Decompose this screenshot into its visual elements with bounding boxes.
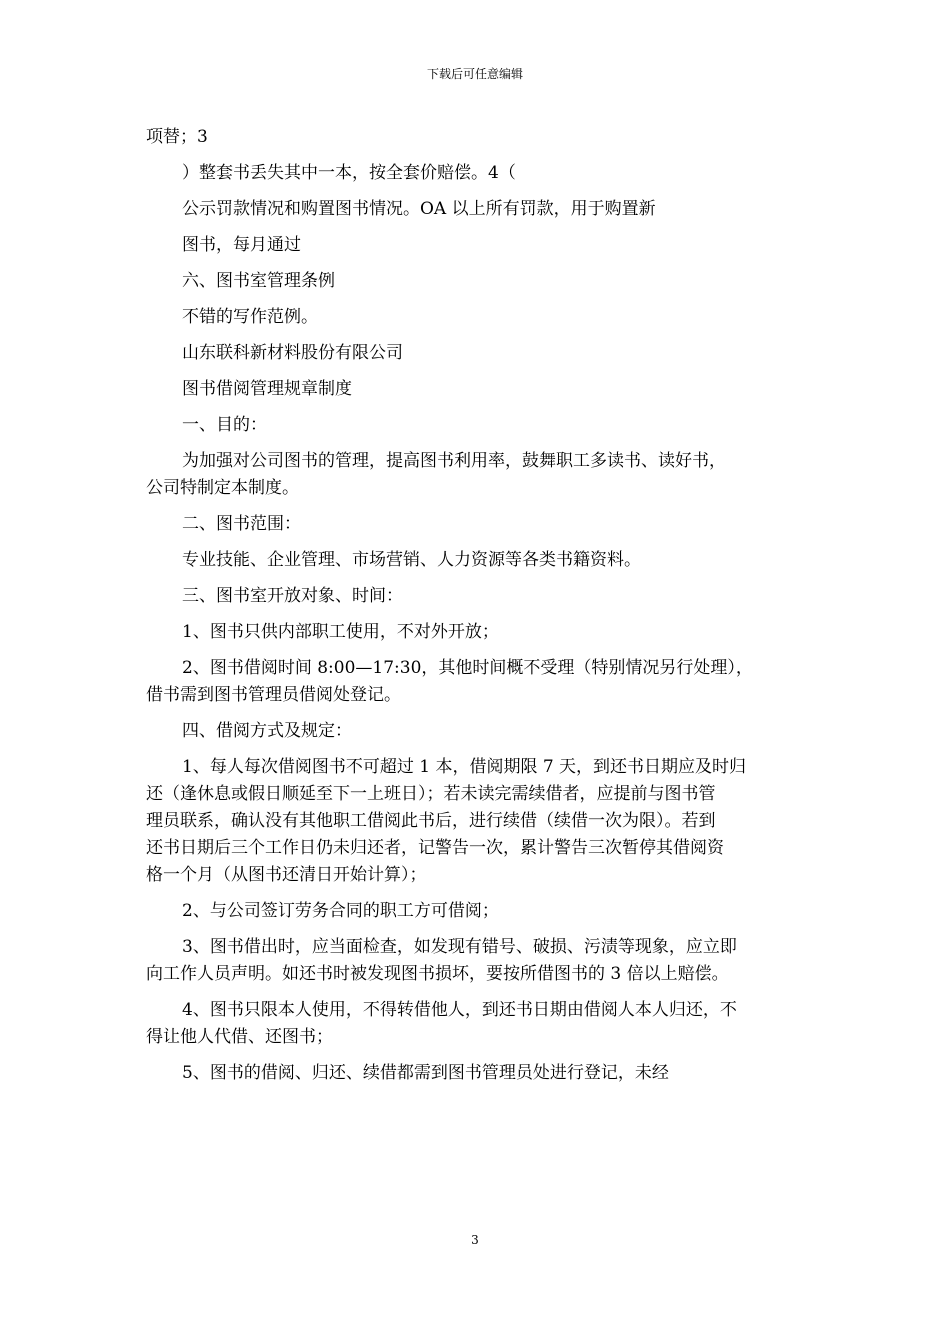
text-line: 向工作人员声明。如还书时被发现图书损坏，要按所借图书的 3 倍以上赔偿。 <box>146 964 729 984</box>
text-line: 公司特制定本制度。 <box>146 478 299 498</box>
text-line: 四、借阅方式及规定： <box>182 721 352 741</box>
text-line: 项替；3 <box>146 127 208 147</box>
text-line: 不错的写作范例。 <box>182 307 318 327</box>
text-line: 1、图书只供内部职工使用，不对外开放； <box>182 622 499 642</box>
text-line: 为加强对公司图书的管理，提高图书利用率，鼓舞职工多读书、读好书， <box>182 451 726 471</box>
text-line: 3、图书借出时，应当面检查，如发现有错号、破损、污渍等现象，应立即 <box>182 937 737 957</box>
text-line: 4、图书只限本人使用，不得转借他人，到还书日期由借阅人本人归还，不 <box>182 1000 737 1020</box>
text-line: 2、与公司签订劳务合同的职工方可借阅； <box>182 901 499 921</box>
text-line: 六、图书室管理条例 <box>182 271 335 291</box>
text-line: 二、图书范围： <box>182 514 301 534</box>
text-line: 图书，每月通过 <box>182 235 301 255</box>
text-line: 三、图书室开放对象、时间： <box>182 586 403 606</box>
text-line: 山东联科新材料股份有限公司 <box>182 343 403 363</box>
text-line: 还（逢休息或假日顺延至下一上班日）；若未读完需续借者，应提前与图书管 <box>146 784 716 804</box>
text-line: 2、图书借阅时间 8:00—17:30，其他时间概不受理（特别情况另行处理）， <box>182 658 753 678</box>
text-line: 公示罚款情况和购置图书情况。OA 以上所有罚款，用于购置新 <box>182 199 656 219</box>
text-line: 借书需到图书管理员借阅处登记。 <box>146 685 401 705</box>
text-line: ）整套书丢失其中一本，按全套价赔偿。4（ <box>182 163 516 183</box>
text-line: 得让他人代借、还图书； <box>146 1027 333 1047</box>
text-line: 还书日期后三个工作日仍未归还者，记警告一次，累计警告三次暂停其借阅资 <box>146 838 724 858</box>
text-line: 1、每人每次借阅图书不可超过 1 本，借阅期限 7 天，到还书日期应及时归 <box>182 757 747 777</box>
text-line: 5、图书的借阅、归还、续借都需到图书管理员处进行登记，未经 <box>182 1063 669 1083</box>
text-line: 理员联系，确认没有其他职工借阅此书后，进行续借（续借一次为限）。若到 <box>146 811 716 831</box>
document-body <box>146 124 826 1096</box>
text-line: 格一个月（从图书还清日开始计算）； <box>146 865 427 885</box>
page-number: 3 <box>471 1233 479 1247</box>
text-line: 图书借阅管理规章制度 <box>182 379 352 399</box>
text-line: 一、目的： <box>182 415 267 435</box>
page-header: 下载后可任意编辑 <box>426 67 523 81</box>
text-line: 专业技能、企业管理、市场营销、人力资源等各类书籍资料。 <box>182 550 641 570</box>
